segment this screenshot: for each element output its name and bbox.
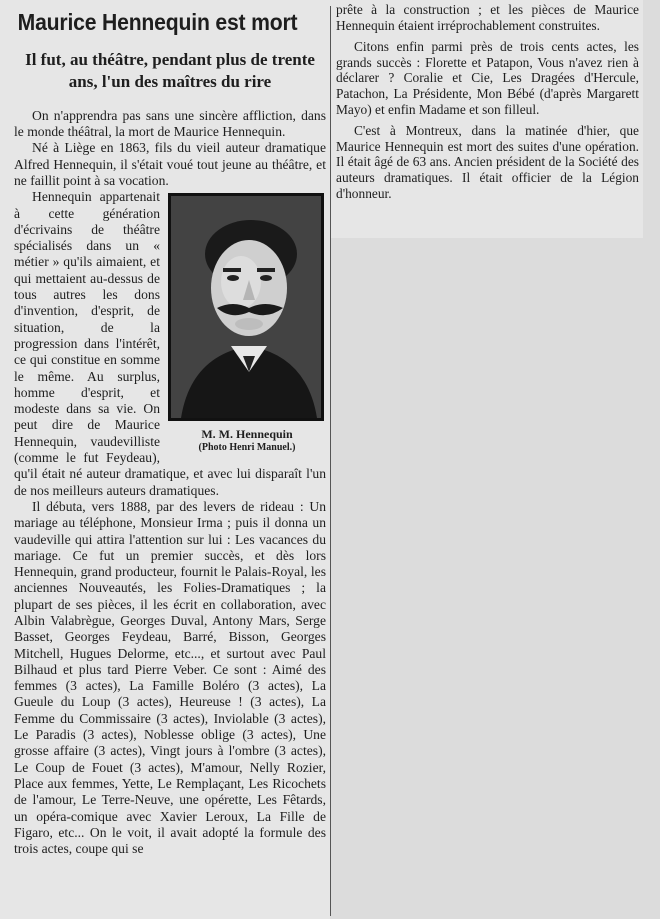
article-subheadline: Il fut, au théâtre, pendant plus de trente ans, l'un des maîtres du rire xyxy=(25,50,315,91)
article-left-column xyxy=(14,10,326,916)
article-paragraph-7: C'est à Montreux, dans la matinée d'hier, que Maurice Hennequin est mort des suites d'une opération. Il était âgé de 63 ans. Ancien président de la Société des auteurs dramatiques. Il était officier de la Légion d'honneur. xyxy=(336,123,639,201)
portrait-photo xyxy=(168,193,324,421)
article-paragraph-5: prête à la construction ; et les pièces de Maurice Hennequin étaient irréprochablement construites. xyxy=(336,2,639,33)
article-headline: Maurice Hennequin est mort xyxy=(17,10,298,35)
column-divider xyxy=(330,6,331,916)
article-paragraph-6: Citons enfin parmi près de trois cents actes, les grands succès : Florette et Patapon, Vous n'avez rien à déclarer ? Coralie et Cie, Les Dragées d'Hercule, Patachon, La Présidente, Mon Bébé (d'après Margarett Mayo) et enfin Madame et son filleul. xyxy=(336,39,639,117)
article-paragraph-3: Hennequin appartenait à cette génération d'écrivains de théâtre spécialisés dans un « métier » qu'ils aimaient, et qui mettaient au-dessus de tous autres les dons d'invention, d'esprit, de situation, de la progression dans l'intérêt, ce qui constitue en somme le même. Au surplus, homme d'esprit, et modeste dans sa vie. On peut dire de Maurice Hennequin, vaudevilliste (comme le fut Feydeau), qu'il était né auteur dramatique, et avec lui disparaît l'un de nos meilleurs auteurs dramatiques. xyxy=(14,189,326,498)
portrait-caption: M. M. Hennequin xyxy=(201,427,293,442)
portrait-image xyxy=(171,196,321,418)
article-paragraph-2: Né à Liège en 1863, fils du vieil auteur dramatique Alfred Hennequin, il s'était voué tout jeune au théâtre, et ne faillit point à sa vocation. xyxy=(14,140,326,188)
article-paragraph-4: Il débuta, vers 1888, par des levers de rideau : Un mariage au téléphone, Monsieur Irma ; puis il donna un vaudeville qui attira l'attention sur lui : Les vacances du mariage. Ce fut un premier succès, et dès lors Hennequin, grand producteur, fournit le Palais-Royal, les anciennes Nouveautés, les Folies-Dramatiques ; la plupart de ses pièces, il les écrit en collaboration, avec Albin Valabrègue, Georges Duval, Antony Mars, Serge Basset, Georges Feydeau, Barré, Bisson, Georges Mitchell, Hugues Delorme, etc..., et surtout avec Paul Bilhaud et plus tard Pierre Veber. Ce sont : Aimé des femmes (3 actes), La Famille Boléro (3 actes), La Gueule du Loup (3 actes), Heureuse ! (3 actes), La Femme du Commissaire (3 actes), Inviolable (3 actes), Le Paradis (3 actes), Noblesse oblige (3 actes), Une grosse affaire (3 actes), Vingt jours à l'ombre (3 actes), Le Coup de Fouet (3 actes), M'amour, Nelly Rozier, Place aux femmes, Yette, Le Remplaçant, Les Ricochets de l'amour, Le Terre-Neuve, une opérette, Les Fêtards, un opéra-comique avec Xavier Leroux, La Fille de Figaro, etc... On le voit, il avait adopté la formule des trois actes, coupe qui se xyxy=(14,498,326,857)
article-right-column xyxy=(336,2,639,236)
article-paragraph-1: On n'apprendra pas sans une sincère affliction, dans le monde théâtral, la mort de Maurice Hennequin. xyxy=(14,107,326,140)
portrait-figure xyxy=(168,193,326,453)
portrait-credit: (Photo Henri Manuel.) xyxy=(198,441,296,453)
